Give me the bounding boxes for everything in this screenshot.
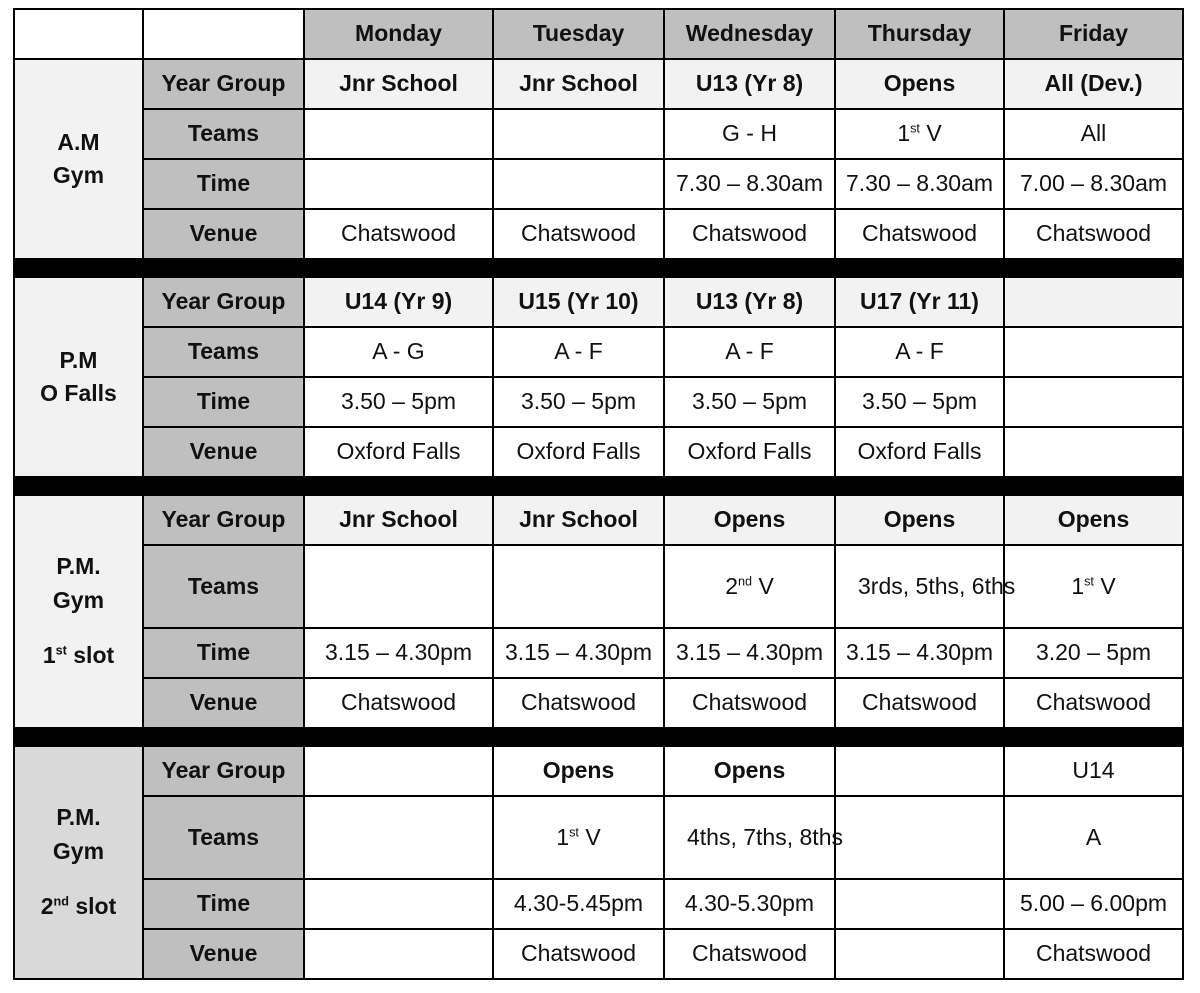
- teams-cell: [493, 109, 664, 159]
- section-divider: [14, 259, 1183, 277]
- venue-cell: Chatswood: [1004, 209, 1183, 259]
- venue-cell: Chatswood: [304, 678, 493, 728]
- section-label-am-gym: [14, 59, 143, 259]
- year-group-cell: [835, 746, 1004, 796]
- teams-cell: A - G: [304, 327, 493, 377]
- section-location: Gym: [52, 162, 105, 188]
- pm-gym-slot1-time-row: [14, 628, 1183, 678]
- row-label-teams: Teams: [143, 327, 304, 377]
- venue-cell: [304, 929, 493, 979]
- venue-cell: Chatswood: [1004, 678, 1183, 728]
- venue-cell: Chatswood: [493, 678, 664, 728]
- year-group-cell: Opens: [664, 746, 835, 796]
- time-cell: 3.50 – 5pm: [304, 377, 493, 427]
- teams-cell: 1st V: [1004, 545, 1183, 628]
- year-group-cell: Jnr School: [304, 495, 493, 545]
- time-cell: [835, 879, 1004, 929]
- row-label-time: Time: [143, 628, 304, 678]
- row-label-time: Time: [143, 377, 304, 427]
- corner-cell: [14, 9, 143, 59]
- venue-cell: Chatswood: [835, 678, 1004, 728]
- time-cell: 3.50 – 5pm: [835, 377, 1004, 427]
- year-group-cell: U15 (Yr 10): [493, 277, 664, 327]
- time-cell: 7.30 – 8.30am: [664, 159, 835, 209]
- section-slot: 2nd slot: [40, 893, 117, 920]
- am-gym-teams-row: [14, 109, 1183, 159]
- teams-cell: A: [1004, 796, 1183, 879]
- venue-cell: Oxford Falls: [304, 427, 493, 477]
- teams-cell: [835, 796, 1004, 879]
- teams-cell: A - F: [493, 327, 664, 377]
- teams-cell: All: [1004, 109, 1183, 159]
- time-cell: 3.15 – 4.30pm: [664, 628, 835, 678]
- year-group-cell: U13 (Yr 8): [664, 59, 835, 109]
- time-cell: [493, 159, 664, 209]
- year-group-cell: Opens: [835, 59, 1004, 109]
- year-group-cell: Opens: [1004, 495, 1183, 545]
- section-label-pm-gym-1st-slot: [14, 495, 143, 728]
- row-label-venue: Venue: [143, 427, 304, 477]
- row-label-venue: Venue: [143, 929, 304, 979]
- row-label-year-group: Year Group: [143, 495, 304, 545]
- venue-cell: Chatswood: [664, 929, 835, 979]
- section-divider: [14, 477, 1183, 495]
- time-cell: 3.50 – 5pm: [664, 377, 835, 427]
- year-group-cell: Jnr School: [493, 495, 664, 545]
- teams-cell: 1st V: [835, 109, 1004, 159]
- venue-cell: Oxford Falls: [835, 427, 1004, 477]
- row-label-year-group: Year Group: [143, 277, 304, 327]
- section-session: A.M: [57, 128, 100, 155]
- pm-ofalls-venue-row: [14, 427, 1183, 477]
- venue-cell: Chatswood: [1004, 929, 1183, 979]
- year-group-cell: U13 (Yr 8): [664, 277, 835, 327]
- teams-cell: 1st V: [493, 796, 664, 879]
- teams-cell: [304, 545, 493, 628]
- row-label-year-group: Year Group: [143, 746, 304, 796]
- teams-cell: A - F: [835, 327, 1004, 377]
- pm-gym-slot1-year-group-row: [14, 495, 1183, 545]
- teams-cell: [304, 109, 493, 159]
- time-cell: [304, 879, 493, 929]
- row-label-teams: Teams: [143, 545, 304, 628]
- year-group-cell: Opens: [835, 495, 1004, 545]
- teams-cell: G - H: [664, 109, 835, 159]
- venue-cell: Oxford Falls: [664, 427, 835, 477]
- venue-cell: Chatswood: [835, 209, 1004, 259]
- time-cell: 4.30-5.30pm: [664, 879, 835, 929]
- training-schedule-table: [13, 8, 1184, 980]
- am-gym-year-group-row: [14, 59, 1183, 109]
- row-label-venue: Venue: [143, 209, 304, 259]
- teams-cell: [304, 796, 493, 879]
- year-group-cell: All (Dev.): [1004, 59, 1183, 109]
- day-header-tuesday: Tuesday: [493, 9, 664, 59]
- venue-cell: [835, 929, 1004, 979]
- row-label-venue: Venue: [143, 678, 304, 728]
- venue-cell: Chatswood: [493, 209, 664, 259]
- pm-gym-slot2-time-row: [14, 879, 1183, 929]
- day-header-monday: Monday: [304, 9, 493, 59]
- am-gym-venue-row: [14, 209, 1183, 259]
- section-location: Gym: [52, 837, 105, 864]
- teams-cell: 2nd V: [664, 545, 835, 628]
- pm-gym-slot1-venue-row: [14, 678, 1183, 728]
- pm-gym-slot2-venue-row: [14, 929, 1183, 979]
- year-group-cell: [304, 746, 493, 796]
- time-cell: 7.30 – 8.30am: [835, 159, 1004, 209]
- row-label-time: Time: [143, 159, 304, 209]
- pm-ofalls-year-group-row: [14, 277, 1183, 327]
- section-location: O Falls: [40, 380, 117, 406]
- teams-cell: A - F: [664, 327, 835, 377]
- venue-cell: Chatswood: [664, 678, 835, 728]
- day-header-row: [14, 9, 1183, 59]
- pm-ofalls-time-row: [14, 377, 1183, 427]
- teams-cell: [1004, 327, 1183, 377]
- pm-gym-slot2-year-group-row: [14, 746, 1183, 796]
- section-location: Gym: [52, 586, 105, 613]
- row-label-teams: Teams: [143, 796, 304, 879]
- time-cell: 3.15 – 4.30pm: [493, 628, 664, 678]
- venue-cell: Chatswood: [493, 929, 664, 979]
- teams-cell: [493, 545, 664, 628]
- year-group-cell: Jnr School: [304, 59, 493, 109]
- teams-cell: 4ths, 7ths, 8ths: [664, 796, 835, 879]
- year-group-cell: Opens: [493, 746, 664, 796]
- row-label-time: Time: [143, 879, 304, 929]
- section-session: P.M.: [56, 553, 101, 580]
- teams-cell: 3rds, 5ths, 6ths: [835, 545, 1004, 628]
- year-group-cell: [1004, 277, 1183, 327]
- time-cell: 5.00 – 6.00pm: [1004, 879, 1183, 929]
- day-header-friday: Friday: [1004, 9, 1183, 59]
- time-cell: [1004, 377, 1183, 427]
- pm-ofalls-teams-row: [14, 327, 1183, 377]
- time-cell: 3.15 – 4.30pm: [304, 628, 493, 678]
- section-slot: 1st slot: [42, 642, 115, 669]
- am-gym-time-row: [14, 159, 1183, 209]
- year-group-cell: U17 (Yr 11): [835, 277, 1004, 327]
- section-label-pm-ofalls: [14, 277, 143, 477]
- year-group-cell: U14 (Yr 9): [304, 277, 493, 327]
- venue-cell: [1004, 427, 1183, 477]
- venue-cell: Chatswood: [304, 209, 493, 259]
- row-label-year-group: Year Group: [143, 59, 304, 109]
- time-cell: 4.30-5.45pm: [493, 879, 664, 929]
- section-session: P.M.: [56, 804, 101, 831]
- venue-cell: Oxford Falls: [493, 427, 664, 477]
- section-label-pm-gym-2nd-slot: [14, 746, 143, 979]
- day-header-thursday: Thursday: [835, 9, 1004, 59]
- pm-gym-slot1-teams-row: [14, 545, 1183, 628]
- year-group-cell: U14: [1004, 746, 1183, 796]
- day-header-wednesday: Wednesday: [664, 9, 835, 59]
- row-label-teams: Teams: [143, 109, 304, 159]
- year-group-cell: Jnr School: [493, 59, 664, 109]
- year-group-cell: Opens: [664, 495, 835, 545]
- time-cell: 7.00 – 8.30am: [1004, 159, 1183, 209]
- venue-cell: Chatswood: [664, 209, 835, 259]
- pm-gym-slot2-teams-row: [14, 796, 1183, 879]
- time-cell: 3.15 – 4.30pm: [835, 628, 1004, 678]
- time-cell: 3.20 – 5pm: [1004, 628, 1183, 678]
- section-divider: [14, 728, 1183, 746]
- section-session: P.M: [59, 346, 98, 373]
- time-cell: [304, 159, 493, 209]
- corner-cell: [143, 9, 304, 59]
- time-cell: 3.50 – 5pm: [493, 377, 664, 427]
